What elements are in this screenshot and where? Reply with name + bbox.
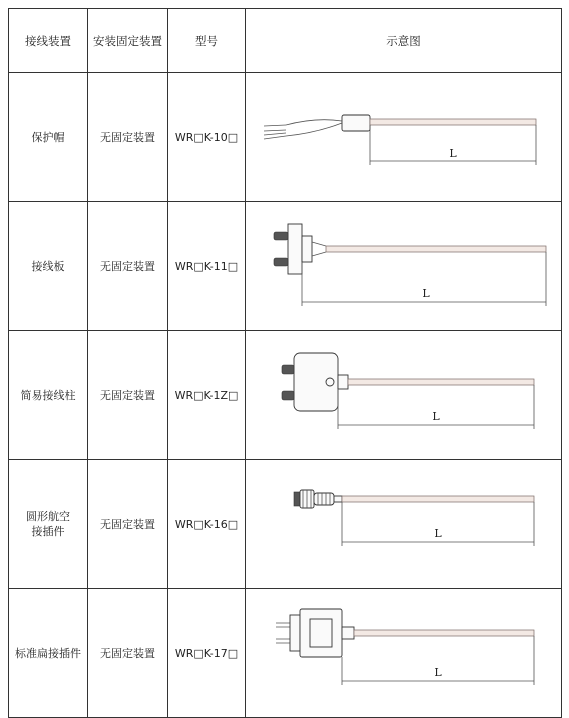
connection-cell: 圆形航空 接插件 (9, 460, 88, 589)
simple-terminal-post-diagram (246, 331, 564, 459)
terminal-post-bottom (282, 391, 294, 400)
diagram-cell (246, 460, 562, 589)
length-label: L (434, 666, 442, 679)
connection-cell: 保护帽 (9, 73, 88, 202)
diagram-cell (246, 202, 562, 331)
spec-table (8, 8, 562, 718)
length-label: L (434, 527, 442, 540)
table-row (9, 460, 562, 589)
mounting-cell: 无固定装置 (88, 589, 168, 718)
connection-cell: 简易接线柱 (9, 331, 88, 460)
header-connection: 接线装置 (9, 9, 88, 73)
standard-flat-connector-diagram (246, 589, 564, 717)
mounting-cell: 无固定装置 (88, 202, 168, 331)
model-cell: WR□K-10□ (168, 73, 246, 202)
protective-cap-body (342, 115, 370, 131)
model-cell: WR□K-17□ (168, 589, 246, 718)
table-row (9, 202, 562, 331)
table-row (9, 331, 562, 460)
probe-rod (342, 496, 534, 502)
probe-rod (326, 246, 546, 252)
header-model: 型号 (168, 9, 246, 73)
connector-body (314, 493, 334, 505)
mounting-cell: 无固定装置 (88, 331, 168, 460)
model-cell: WR□K-1Z□ (168, 331, 246, 460)
table-row (9, 589, 562, 718)
header-diagram: 示意图 (246, 9, 562, 73)
probe-rod (348, 379, 534, 385)
terminal-board-plate (288, 224, 302, 274)
diagram-cell (246, 331, 562, 460)
terminal-board-diagram (246, 202, 564, 330)
terminal-post-top (282, 365, 294, 374)
round-aviation-connector-diagram (246, 460, 564, 588)
diagram-cell (246, 589, 562, 718)
model-cell: WR□K-16□ (168, 460, 246, 589)
connection-cell: 接线板 (9, 202, 88, 331)
mounting-cell: 无固定装置 (88, 460, 168, 589)
length-label: L (432, 410, 440, 423)
probe-rod (370, 119, 536, 125)
header-mounting: 安装固定装置 (88, 9, 168, 73)
protective-cap-diagram (246, 73, 564, 201)
terminal-screw-bottom (274, 258, 288, 266)
length-label: L (449, 147, 457, 160)
connection-cell: 标准扁接插件 (9, 589, 88, 718)
probe-rod (354, 630, 534, 636)
diagram-cell (246, 73, 562, 202)
mounting-cell: 无固定装置 (88, 73, 168, 202)
model-cell: WR□K-11□ (168, 202, 246, 331)
header-row (9, 9, 562, 73)
length-label: L (422, 287, 430, 300)
terminal-screw-top (274, 232, 288, 240)
table-row (9, 73, 562, 202)
